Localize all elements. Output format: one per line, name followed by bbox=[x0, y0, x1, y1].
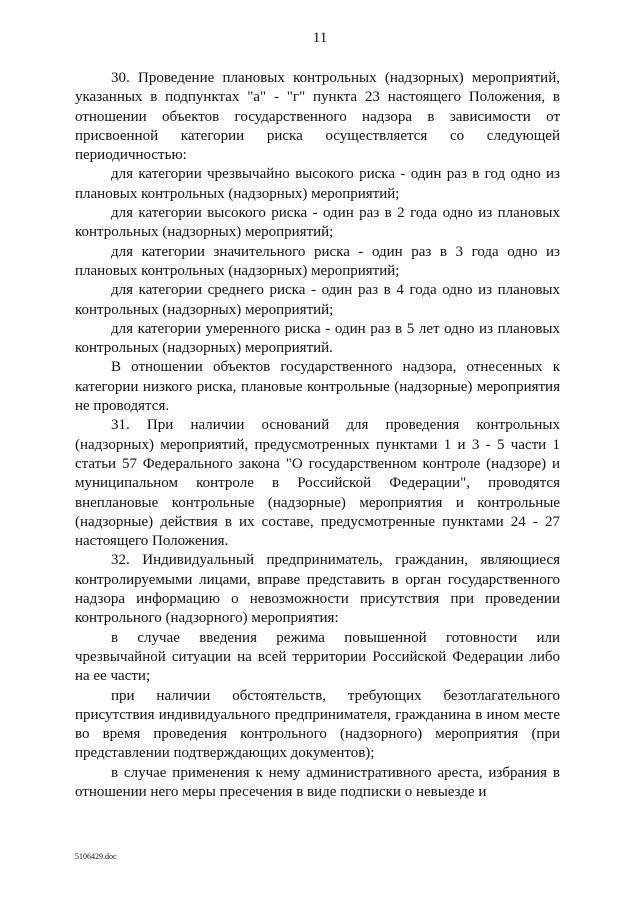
paragraph-30: 30. Проведение плановых контрольных (надзорных) мероприятий, указанных в подпунктах "а" - "г" пункта 23 настоящего Положения, в отношении объектов государственного надзора в зависимости от присвоенной категории риска осуществляется со следующей периодичностью: bbox=[75, 70, 560, 164]
paragraph-32-item-1: в случае введения режима повышенной готовности или чрезвычайной ситуации на всей территории Российской Федерации либо на ее части; bbox=[75, 629, 560, 685]
paragraph-32: 32. Индивидуальный предприниматель, гражданин, являющиеся контролируемыми лицами, вправе представить в орган государственного надзора информацию о невозможности присутствия при проведении контрольного (надзорного) мероприятия: bbox=[75, 552, 560, 627]
paragraph-30-low-risk: В отношении объектов государственного надзора, отнесенных к категории низкого риска, плановые контрольные (надзорные) мероприятия не проводятся. bbox=[75, 359, 560, 415]
paragraph-30-item-1: для категории чрезвычайно высокого риска - один раз в год одно из плановых контрольных (надзорных) мероприятий; bbox=[75, 166, 560, 202]
paragraph-30-item-2: для категории высокого риска - один раз в 2 года одно из плановых контрольных (надзорных) мероприятий; bbox=[75, 205, 560, 241]
paragraph-30-item-4: для категории среднего риска - один раз в 4 года одно из плановых контрольных (надзорных) мероприятий; bbox=[75, 282, 560, 318]
paragraph-30-item-3: для категории значительного риска - один раз в 3 года одно из плановых контрольных (надзорных) мероприятий; bbox=[75, 243, 560, 279]
page-number: 11 bbox=[312, 30, 328, 46]
paragraph-32-item-3: в случае применения к нему административного ареста, избрания в отношении него меры пресечения в виде подписки о невыезде и bbox=[75, 764, 560, 800]
paragraph-30-item-5: для категории умеренного риска - один раз в 5 лет одно из плановых контрольных (надзорных) мероприятий. bbox=[75, 320, 560, 357]
paragraph-31: 31. При наличии оснований для проведения контрольных (надзорных) мероприятий, предусмотренных пунктами 1 и 3 - 5 части 1 статьи 57 Федерального закона "О государственном контроле (надзоре) и муниципальном контроле в Российской Федерации", проводятся внеплановые контрольные (надзорные) мероприятия и контрольные (надзорные) действия в их составе, предусмотренные пунктами 24 - 27 настоящего Положения. bbox=[75, 417, 560, 550]
paragraph-32-item-2: при наличии обстоятельств, требующих безотлагательного присутствия индивидуального предпринимателя, гражданина в ином месте во время проведения контрольного (надзорного) мероприятия (при представлении подтверждающих документов); bbox=[75, 687, 560, 762]
document-body bbox=[75, 69, 560, 802]
document-footer: 5106429.doc bbox=[75, 852, 117, 861]
